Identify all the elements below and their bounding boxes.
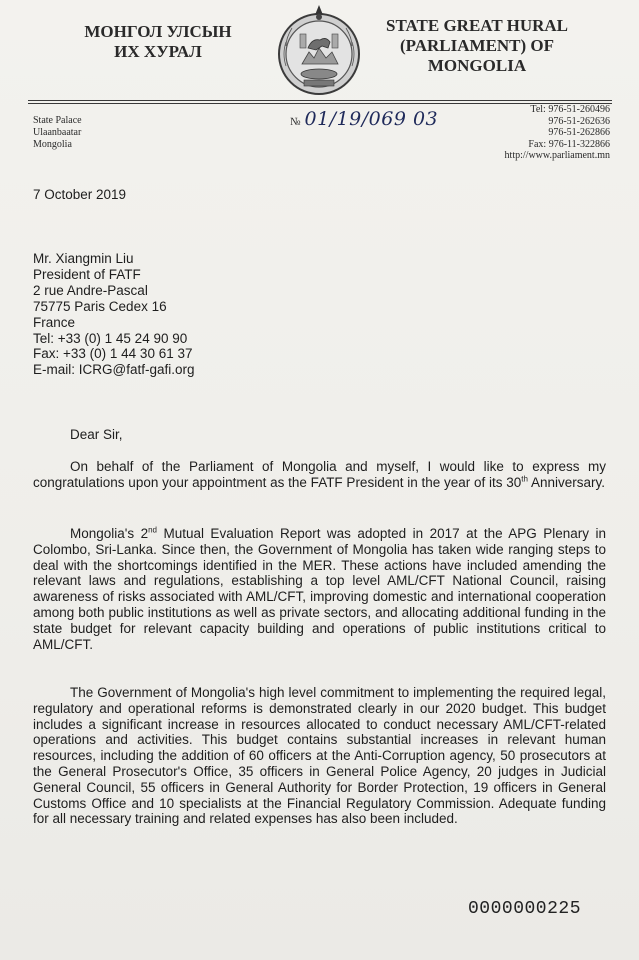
sender-address-line: Mongolia — [33, 139, 72, 150]
reference-handwritten-number: 01/19/069 03 — [304, 108, 439, 130]
sender-contacts — [470, 104, 610, 162]
reference-prefix: № — [290, 116, 301, 128]
contact-line: Fax: 976-11-322866 — [528, 138, 610, 150]
paragraph-mutual-evaluation — [33, 526, 606, 652]
paragraph-text: Mutual Evaluation Report was adopted in 2017 at the APG Plenary in Colombo, Sri-Lanka. Since then, the Government of Mongolia has taken wide ranging steps to deal with the shortcomings identified in the MER. These actions have included amending the relevant laws and regulations, establishing a top level AML/CFT National Council, raising awareness of risks associated with AML/CFT, improving domestic and international cooperation among both public institutions as well as private sectors, and allocating additional funding in the state budget for relevant capacity building and operations of public institutions critical to AML/CFT. — [33, 526, 607, 652]
paragraph-text: Mongolia's 2 — [70, 526, 149, 541]
contact-line: 976-51-262636 — [548, 115, 610, 127]
superscript: th — [521, 474, 528, 484]
letterhead-english-name — [372, 16, 582, 76]
state-emblem-icon — [274, 2, 364, 98]
superscript: nd — [148, 525, 157, 535]
paragraph-congratulations — [33, 459, 606, 491]
recipient-line: Fax: +33 (0) 1 44 30 61 37 — [33, 346, 193, 362]
contact-line: Tel: 976-51-260496 — [530, 104, 610, 115]
sender-address — [33, 115, 82, 151]
letterhead-english-line-2: (PARLIAMENT) OF — [399, 36, 555, 55]
letterhead-english-line-3: MONGOLIA — [427, 56, 527, 75]
salutation: Dear Sir, — [70, 427, 123, 442]
recipient-block — [33, 251, 195, 378]
recipient-line: Mr. Xiangmin Liu — [33, 251, 134, 266]
recipient-line: President of FATF — [33, 266, 141, 282]
recipient-email: E-mail: ICRG@fatf-gafi.org — [33, 362, 195, 378]
paragraph-text: Anniversary. — [527, 474, 605, 490]
reference-number — [290, 108, 438, 130]
contact-line: 976-51-262866 — [548, 127, 610, 138]
letterhead-english-line-1: STATE GREAT HURAL — [385, 16, 568, 35]
letter-date: 7 October 2019 — [33, 187, 127, 202]
letterhead-mongolian-line-2: ИХ ХУРАЛ — [114, 42, 202, 61]
contact-line: http://www.parliament.mn — [504, 150, 610, 161]
letterhead-rule-top — [28, 100, 612, 101]
recipient-line: Tel: +33 (0) 1 45 24 90 90 — [33, 330, 188, 346]
recipient-line: France — [33, 314, 76, 330]
paragraph-budget-commitment: The Government of Mongolia's high level commitment to implementing the required legal, regulatory and operational reforms is demonstrated clearly in our 2020 budget. This budget includes a significant increase in resources allocated to conduct necessary AML/CFT-related operations and activities. This budget contains substantial increases in relevant human resources, including the addition of 60 officers at the Anti-Corruption agency, 50 prosecutors at the General Prosecutor's Office, 35 officers in General Police Agency, 20 judges in Judicial General Council, 55 officers in General Authority for Border Protection, 19 officers in General Customs Office and 10 specialists at the Financial Regulatory Commission. Adequate funding for all necessary training and related expenses has also been included. — [33, 685, 606, 827]
letterhead-mongolian-name — [68, 22, 248, 62]
sender-address-line: Ulaanbaatar — [33, 127, 82, 138]
letterhead-mongolian-line-1: МОНГОЛ УЛСЫН — [84, 22, 232, 41]
recipient-line: 2 rue Andre-Pascal — [33, 282, 148, 298]
recipient-line: 75775 Paris Cedex 16 — [33, 298, 167, 314]
sender-address-line: State Palace — [33, 115, 82, 126]
paragraph-text: On behalf of the Parliament of Mongolia and myself, I would like to express my congratulations upon your appointment as the FATF President in the year of its 30 — [33, 459, 606, 490]
document-number: 0000000225 — [468, 899, 582, 919]
